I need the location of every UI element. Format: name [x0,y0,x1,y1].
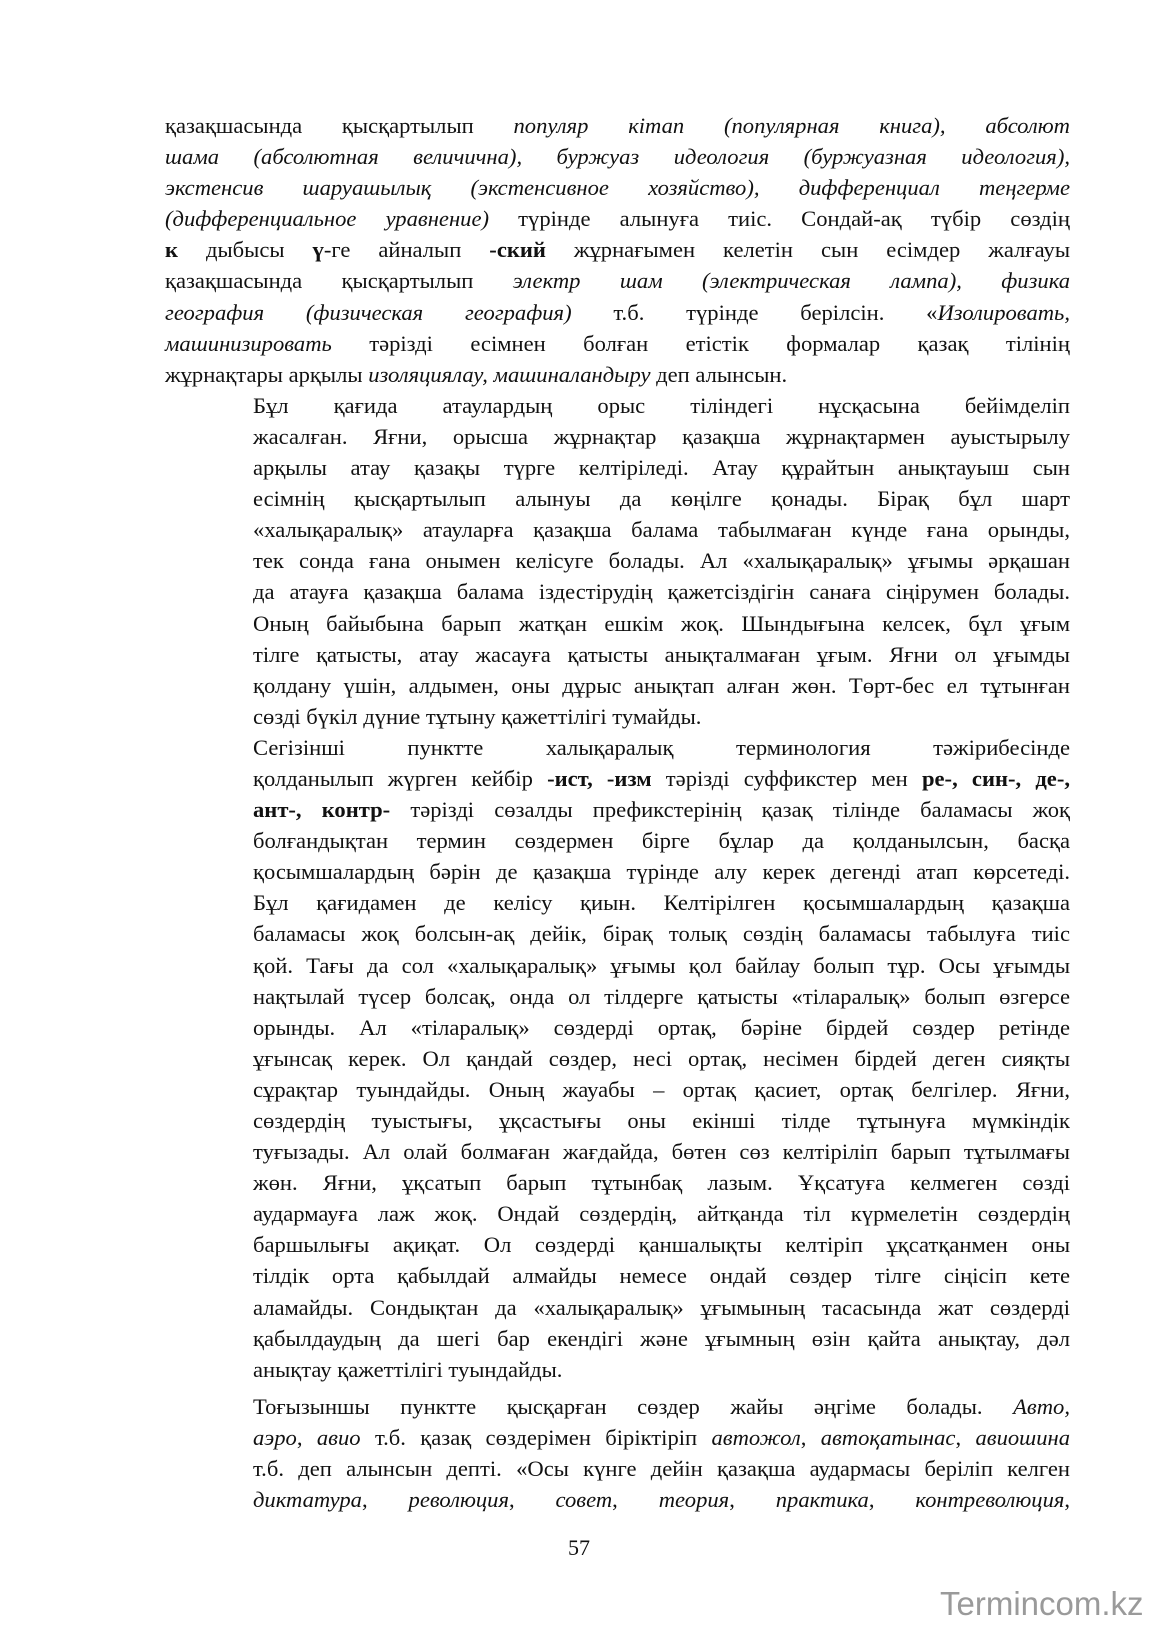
paragraph [165,732,1070,1385]
italic-run: практика [775,1487,869,1513]
watermark-text: Termincom.kz [940,1585,1144,1622]
text-line [165,265,1070,296]
text-line [165,514,1070,545]
text-run: Тоғызыншы пунктте қысқарған сөздер жайы әңгіме болады. [253,1393,1014,1419]
text-run: Бұл қағидамен де келісу қиын. Келтірілген қосымшалардың қазақша [253,890,1070,916]
text-line [165,452,1070,483]
bold-run: к [165,237,179,263]
text-run: болғандықтан термин сөздермен бірге бұлар да қолданылсын, басқа [253,828,1070,854]
text-line [165,1422,1070,1453]
text-line [165,825,1070,856]
text-run: орынды. Ал «тіларалық» сөздерді ортақ, бәріне бірдей сөздер ретінде [253,1014,1070,1040]
text-line [165,1260,1070,1291]
italic-run: авио [316,1424,361,1450]
text-line [165,545,1070,576]
text-line [165,1292,1070,1323]
page-body [165,110,1070,1515]
italic-run: диктатура [253,1487,362,1513]
text-run: қазақшасында қысқартылып [165,268,513,294]
text-run: туғызады. Ал олай болмаған жағдайда, бөтен сөз келтіріліп барып тұтылмағы [253,1139,1070,1165]
italic-run: аэро [253,1424,297,1450]
text-run: анықтау қажеттілігі туындайды. [253,1356,563,1382]
text-line [165,1453,1070,1484]
italic-run: теория [658,1487,730,1513]
bold-run: -ский [489,237,546,263]
text-run: қазақшасында қысқартылып [165,113,514,138]
text-run: жөн. Яғни, ұқсатып барып тұтынбақ лазым. Ұқсатуға келмеген сөзді [253,1170,1070,1196]
text-run: түрінде алынуға тиіс. Сондай-ақ түбір сөздің [489,206,1070,232]
italic-run: популяр кітап (популярная книга), абсолют [513,113,1070,138]
text-line [165,1167,1070,1198]
italic-run: изоляциялау, машиналандыру [368,361,651,387]
italic-run: машинизировать [165,330,332,356]
text-run: аламайды. Сондықтан да «халықаралық» ұғымының тасасында жат сөздерді [253,1294,1070,1320]
bold-run: ре-, син-, де-, [921,765,1070,791]
text-line [165,1391,1070,1422]
text-run: қабылдаудың да шегі бар екендігі және ұғымның өзін қайта анықтау, дәл [253,1325,1070,1351]
text-line [165,608,1070,639]
text-run: деп алынсын. [650,361,788,387]
text-run: нақтылай түсер болсақ, онда ол тілдерге қатысты «тіларалық» болып өзгерсе [253,983,1070,1009]
text-line [165,172,1070,203]
text-run: т.б. түрінде берілсін. « [571,299,938,325]
italic-run: Авто, [1013,1393,1070,1419]
text-line [165,110,1070,141]
italic-run: автоқатынас [820,1424,956,1450]
text-line [165,1105,1070,1136]
text-line [165,1074,1070,1105]
italic-run: (дифференциальное уравнение) [165,206,490,232]
text-run: дыбысы [178,237,313,263]
italic-run: электр шам (электрическая лампа), физика [512,268,1070,294]
text-run: қолданылып жүрген кейбір [253,765,548,791]
text-run: сұрақтар туындайды. Оның жауабы – ортақ қасиет, ортақ белгілер. Яғни, [253,1076,1070,1102]
text-line [165,918,1070,949]
text-run: тәрізді сөзалды префикстерінің қазақ тілінде баламасы жоқ [390,797,1070,823]
text-line [165,1484,1070,1515]
text-line [165,483,1070,514]
text-run: тәрізді суффикстер мен [651,765,922,791]
text-run: -ге айналып [323,237,490,263]
text-line [165,328,1070,359]
text-run: тәрізді есімнен болған етістік формалар қазақ тілінің [331,330,1070,356]
text-run: есімнің қысқартылып алынуы да көңілге қонады. Бірақ бұл шарт [253,486,1070,512]
text-line [165,732,1070,763]
text-run: жұрнағымен келетін сын есімдер жалғауы [545,237,1070,263]
text-line [165,1323,1070,1354]
text-line [165,701,1070,732]
text-run: баршылығы ақиқат. Ол сөздерді қаншалықты келтіріп ұқсатқанмен оны [253,1232,1070,1258]
text-run: Бұл қағида атаулардың орыс тіліндегі нұсқасына бейімделіп [253,392,1070,418]
text-run: тілдік орта қабылдай алмайды немесе ондай сөздер тілге сіңісіп кете [253,1263,1070,1289]
text-line [165,981,1070,1012]
text-run: сөздердің туыстығы, ұқсастығы оны екінші тілде тұтынуға мүмкіндік [253,1108,1070,1133]
italic-run: революция [408,1487,509,1513]
text-run: қосымшалардың бәрін де қазақша түрінде алу керек дегенді атап көрсетеді. [253,859,1070,885]
italic-run: география (физическая география) [165,299,572,325]
text-run: , [361,1487,409,1513]
italic-run: контреволюция [915,1487,1065,1513]
text-line [165,421,1070,452]
text-line [165,670,1070,701]
paragraph [165,110,1070,390]
bold-run: -ист, -изм [547,765,652,791]
paragraph [165,390,1070,732]
text-run: , [612,1487,659,1513]
text-run: , [296,1424,317,1450]
text-run: қолдану үшін, алдымен, оны дұрыс анықтап алған жөн. Төрт-бес ел тұтынған [253,672,1070,698]
text-line [165,950,1070,981]
text-line [165,763,1070,794]
italic-run: экстенсив шаруашылық (экстенсивное хозяйство), дифференциал теңгерме [165,175,1070,201]
italic-run: Изолировать, [937,299,1070,325]
text-run: қой. Тағы да сол «халықаралық» ұғымы қол байлау болып тұр. Осы ұғымды [253,952,1070,978]
italic-run: автожол [711,1424,801,1450]
text-run: арқылы атау қазақы түрге келтіріледі. Атау құрайтын анықтауыш сын [253,455,1070,481]
text-line [165,856,1070,887]
italic-run: шама (абсолютная величична), буржуаз идеология (буржуазная идеология), [165,144,1070,170]
text-line [165,794,1070,825]
text-line [165,297,1070,328]
text-run: баламасы жоқ болсын-ақ дейік, бірақ толық сөздің баламасы табылуға тиіс [253,921,1070,947]
text-line [165,141,1070,172]
watermark-logo [940,1585,1144,1629]
italic-run: авиошина [975,1424,1071,1450]
text-run: аудармауға лаж жоқ. Ондай сөздердің, айтқанда тіл күрмелетін сөздердің [253,1201,1070,1227]
text-line [165,234,1070,265]
text-run: , [955,1424,976,1450]
text-line [165,639,1070,670]
text-line [165,1354,1070,1385]
text-line [165,203,1070,234]
text-line [165,390,1070,421]
italic-run: совет [555,1487,613,1513]
text-run: «халықаралық» атауларға қазақша балама табылмаған күнде ғана орынды, [253,517,1070,543]
text-run: жасалған. Яғни, орысша жұрнақтар қазақша жұрнақтармен ауыстырылу [253,423,1070,449]
text-run: , [1064,1487,1071,1513]
text-run: т.б. деп алынсын депті. «Осы күнге дейін қазақша аудармасы беріліп келген [253,1456,1070,1482]
text-line [165,887,1070,918]
text-run: сөзді бүкіл дүние тұтыну қажеттілігі тумайды. [253,703,702,729]
text-run: , [729,1487,776,1513]
text-run: Сегізінші пунктте халықаралық терминология тәжірибесінде [253,734,1070,760]
text-run: Оның байыбына барып жатқан ешкім жоқ. Шындығына келсек, бұл ұғым [253,610,1070,636]
page-number: 57 [568,1535,590,1560]
text-line [165,359,1070,390]
text-run: ұғынсақ керек. Ол қандай сөздер, несі ортақ, несімен бірдей деген сияқты [253,1045,1070,1071]
text-line [165,1012,1070,1043]
text-line [165,1198,1070,1229]
text-run: , [868,1487,916,1513]
text-line [165,1229,1070,1260]
text-line [165,1043,1070,1074]
text-run: да атауға қазақша балама іздестірудің қажетсіздігін санаға сіңірумен болады. [253,579,1070,605]
text-line [165,576,1070,607]
paragraph [165,1391,1070,1515]
text-run: , [508,1487,556,1513]
text-run: , [800,1424,821,1450]
text-run: тек сонда ғана онымен келісуге болады. Ал «халықаралық» ұғымы әрқашан [253,548,1070,574]
text-run: тілге қатысты, атау жасауға қатысты анықталмаған ұғым. Яғни ол ұғымды [253,641,1070,667]
bold-run: ү [312,237,324,263]
text-run: т.б. қазақ сөздерімен біріктіріп [360,1424,712,1450]
bold-run: ант-, контр- [253,797,391,823]
text-run: жұрнақтары арқылы [165,361,369,387]
text-line [165,1136,1070,1167]
